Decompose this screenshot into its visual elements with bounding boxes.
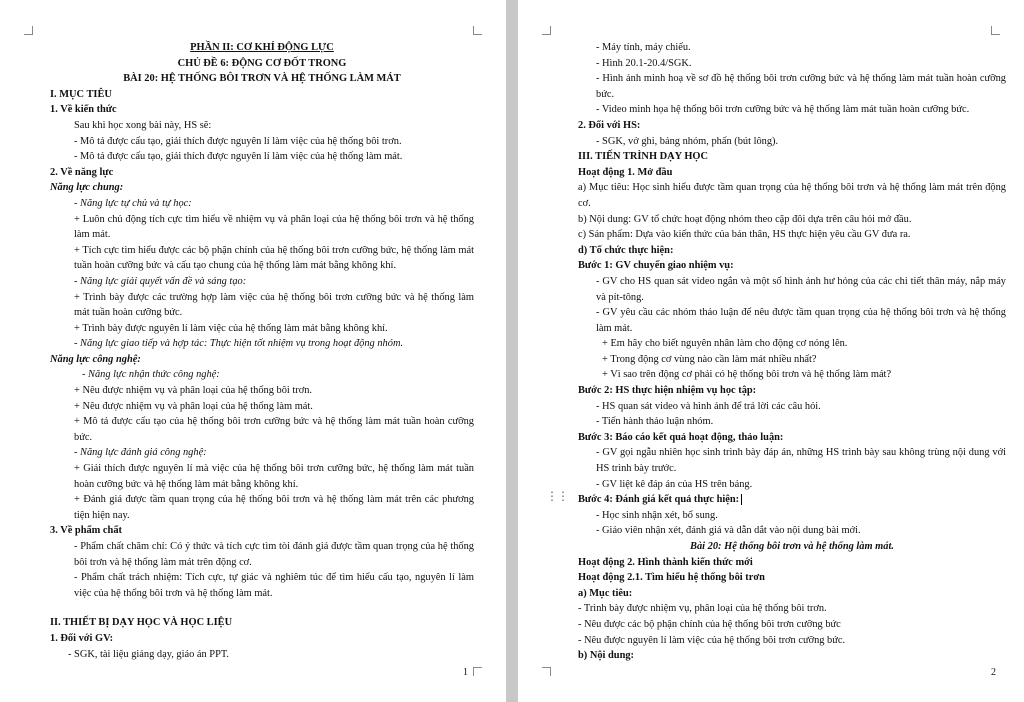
text-line: a) Mục tiêu: — [578, 587, 633, 599]
text-line: - GV yêu cầu các nhóm thảo luận để nêu được tầm quan trọng của hệ thống bôi trơn và hệ thống làm mát. — [596, 307, 1006, 334]
text-line: II. THIẾT BỊ DẠY HỌC VÀ HỌC LIỆU — [50, 617, 233, 629]
text-line: - GV liệt kê đáp án của HS trên bảng. — [596, 478, 753, 490]
text-line: - Máy tính, máy chiếu. — [596, 42, 691, 53]
text-line: - Học sinh nhận xét, bổ sung. — [596, 509, 718, 521]
page-number: 1 — [463, 667, 468, 678]
page-corner-mark — [24, 26, 33, 35]
text-line: - Phẩm chất chăm chỉ: Có ý thức và tích cực tìm tòi đánh giá được tầm quan trọng của hệ thống bôi trơn và hệ thống làm mát trên động cơ. — [74, 541, 474, 568]
text-line: 2. Về năng lực — [50, 166, 114, 178]
text-line: + Nêu được nhiệm vụ và phân loại của hệ thống làm mát. — [74, 400, 313, 412]
text-line: - Phẩm chất trách nhiệm: Tích cực, tự giác và nghiêm túc để tìm hiểu cấu tạo, nguyên lí làm việc của hệ thống bôi trơn và hệ thống làm mát. — [74, 572, 474, 599]
text-line: Bài 20: Hệ thống bôi trơn và hệ thống làm mát. — [690, 541, 894, 552]
page-corner-mark — [991, 26, 1000, 35]
text-line: - Năng lực đánh giá công nghệ: — [74, 447, 207, 459]
text-line: b) Nội dung: — [578, 650, 635, 662]
text-line: - GV gọi ngẫu nhiên học sinh trình bày đáp án, những HS trình bày sau không trùng nội dung với HS trình bày trước. — [596, 447, 1006, 475]
text-line: - Giáo viên nhận xét, đánh giá và dẫn dắt vào nội dung bài mới. — [596, 525, 861, 537]
text-line: 3. Về phẩm chất — [50, 525, 122, 537]
text-line: c) Sản phẩm: Dựa vào kiến thức của bản thân, HS thực hiện yêu cầu GV đưa ra. — [578, 229, 911, 241]
text-line: Hoạt động 1. Mở đầu — [578, 166, 673, 178]
text-line: Bước 1: GV chuyển giao nhiệm vụ: — [578, 260, 734, 272]
text-line: Năng lực chung: — [50, 182, 124, 194]
page-corner-mark — [473, 26, 482, 35]
text-line: PHẦN II: CƠ KHÍ ĐỘNG LỰC — [190, 42, 334, 53]
text-line: - Trình bày được nhiệm vụ, phân loại của hệ thống bôi trơn. — [578, 603, 827, 615]
text-line: a) Mục tiêu: Học sinh hiểu được tầm quan trọng của hệ thống bôi trơn và hệ thống làm mát trên động cơ. — [578, 182, 1006, 209]
document-page-1 — [0, 0, 506, 702]
page-2-content[interactable] — [578, 40, 1006, 664]
text-line: - Năng lực nhận thức công nghệ: — [82, 369, 220, 381]
page-corner-mark — [473, 667, 482, 676]
drag-handle-icon[interactable]: ⋮⋮ — [546, 489, 568, 503]
text-line: b) Nội dung: GV tổ chức hoạt động nhóm theo cặp đôi dựa trên câu hỏi mở đầu. — [578, 213, 912, 225]
text-line: - Mô tả được cấu tạo, giải thích được nguyên lí làm việc của hệ thống làm mát. — [74, 151, 403, 163]
text-line: + Đánh giá được tầm quan trọng của hệ thống bôi trơn và hệ thống làm mát trên các phương tiện hiện nay. — [74, 494, 474, 521]
text-line: - Nêu được các bộ phận chính của hệ thống bôi trơn cưỡng bức — [578, 618, 841, 630]
text-line: + Luôn chủ động tích cực tìm hiểu về nhiệm vụ và phân loại của hệ thống bôi trơn và hệ thống làm mát. — [74, 213, 474, 241]
text-line: - Hình 20.1-20.4/SGK. — [596, 57, 692, 69]
text-line: + Trình bày được các trường hợp làm việc của hệ thống bôi trơn cưỡng bức và hệ thống làm mát tuần hoàn cưỡng bức. — [74, 291, 474, 319]
text-line: - Năng lực giải quyết vấn đề và sáng tạo: — [74, 275, 247, 287]
text-line: + Em hãy cho biết nguyên nhân làm cho động cơ nóng lên. — [602, 338, 848, 350]
text-line: - Video minh họa hệ thống bôi trơn cưỡng bức và hệ thống làm mát tuần hoàn cưỡng bức. — [596, 104, 970, 116]
text-line: - SGK, vở ghi, bảng nhóm, phấn (bút lông). — [596, 135, 779, 147]
text-line — [50, 601, 474, 615]
document-page-2 — [518, 0, 1024, 702]
page-number: 2 — [991, 667, 996, 678]
text-line: Sau khi học xong bài này, HS sẽ: — [74, 119, 212, 131]
text-line: - GV cho HS quan sát video ngắn và một số hình ảnh hư hỏng của các chi tiết thân máy, nắp máy và pít-tông. — [596, 275, 1006, 303]
text-line: 1. Về kiến thức — [50, 104, 117, 116]
text-line: - HS quan sát video và hình ảnh để trả lời các câu hỏi. — [596, 400, 821, 412]
text-line: Bước 2: HS thực hiện nhiệm vụ học tập: — [578, 385, 757, 397]
text-line: CHỦ ĐỀ 6: ĐỘNG CƠ ĐỐT TRONG — [177, 57, 347, 69]
text-line: - SGK, tài liệu giảng dạy, giáo án PPT. — [68, 648, 230, 660]
text-line: Hoạt động 2.1. Tìm hiểu hệ thống bôi trơn — [578, 572, 765, 584]
text-line: Năng lực công nghệ: — [50, 353, 141, 365]
text-line: + Tích cực tìm hiểu được các bộ phận chính của hệ thống bôi trơn cưỡng bức, hệ thống làm mát tuần hoàn cưỡng bức và cấu tạo chung của hệ thống làm mát bằng không khí. — [74, 244, 474, 272]
text-line: - Tiến hành thảo luận nhóm. — [596, 416, 714, 428]
text-line: - Hình ảnh minh hoạ về sơ đồ hệ thống bôi trơn cưỡng bức và hệ thống làm mát tuần hoàn cưỡng bức. — [596, 73, 1006, 100]
page-corner-mark — [542, 26, 551, 35]
page-1-content — [50, 40, 474, 662]
text-line: - Năng lực tự chủ và tự học: — [74, 197, 192, 209]
text-line: - Năng lực giao tiếp và hợp tác: Thực hiện tốt nhiệm vụ trong hoạt động nhóm. — [74, 338, 404, 350]
text-line: d) Tổ chức thực hiện: — [578, 244, 674, 256]
page-gap — [506, 0, 518, 702]
text-line: 2. Đối với HS: — [578, 119, 641, 131]
text-line: - Mô tả được cấu tạo, giải thích được nguyên lí làm việc của hệ thống bôi trơn. — [74, 135, 402, 147]
page-corner-mark — [542, 667, 551, 676]
text-line: + Vì sao trên động cơ phải có hệ thống bôi trơn và hệ thống làm mát? — [602, 369, 892, 381]
text-line: III. TIẾN TRÌNH DẠY HỌC — [578, 151, 709, 163]
text-line: BÀI 20: HỆ THỐNG BÔI TRƠN VÀ HỆ THỐNG LÀM MÁT — [123, 73, 401, 85]
text-line: 1. Đối với GV: — [50, 632, 114, 644]
text-cursor — [741, 494, 742, 505]
text-line: + Nêu được nhiệm vụ và phân loại của hệ thống bôi trơn. — [74, 385, 313, 397]
text-line: I. MỤC TIÊU — [50, 88, 112, 100]
text-line: - Nêu được nguyên lí làm việc của hệ thống bôi trơn cưỡng bức. — [578, 634, 846, 646]
text-line: + Trong động cơ vùng nào cần làm mát nhiều nhất? — [602, 353, 817, 365]
text-line: + Trình bày được nguyên lí làm việc của hệ thống làm mát bằng không khí. — [74, 322, 388, 334]
text-line: Hoạt động 2. Hình thành kiến thức mới — [578, 556, 753, 568]
text-line: Bước 3: Báo cáo kết quả hoạt động, thảo luận: — [578, 431, 784, 443]
text-line: Bước 4: Đánh giá kết quả thực hiện: — [578, 492, 1006, 508]
text-line: + Giải thích được nguyên lí mà việc của hệ thống bôi trơn cưỡng bức, hệ thống làm mát tuần hoàn cưỡng bức và hệ thống làm mát bằng không khí. — [74, 463, 474, 490]
text-line: + Mô tả được cấu tạo của hệ thống bôi trơn cưỡng bức và hệ thống làm mát tuần hoàn cưỡng bức. — [74, 416, 474, 443]
